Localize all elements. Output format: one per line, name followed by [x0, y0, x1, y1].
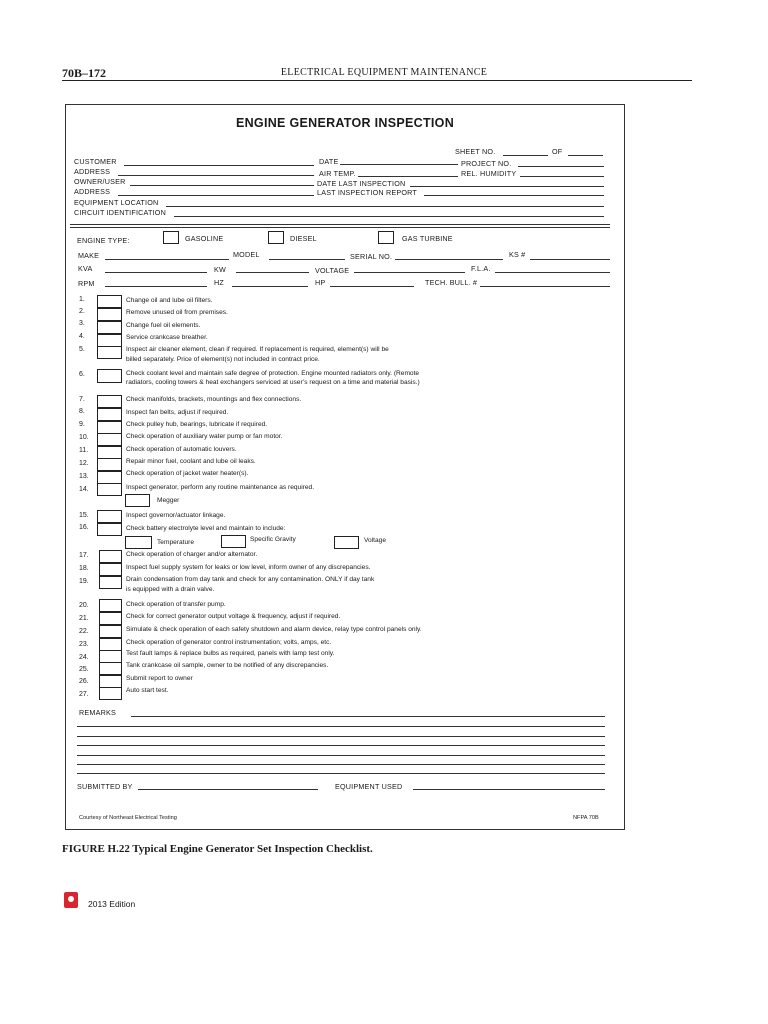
circuit-identification-field[interactable]	[174, 216, 604, 217]
item-checkbox[interactable]	[99, 625, 122, 638]
item-number: 6.	[79, 371, 85, 378]
item-checkbox[interactable]	[97, 308, 122, 321]
item-number: 15.	[79, 512, 89, 519]
item-checkbox[interactable]	[97, 458, 122, 471]
item-number: 27.	[79, 691, 89, 698]
serial-no-field[interactable]	[395, 259, 503, 260]
project-no-label: PROJECT NO.	[461, 159, 512, 168]
make-label: MAKE	[78, 251, 100, 260]
item-checkbox[interactable]	[99, 576, 122, 589]
make-field[interactable]	[105, 259, 229, 260]
form-title: ENGINE GENERATOR INSPECTION	[235, 116, 455, 130]
item-checkbox[interactable]	[97, 510, 122, 523]
item-text: Inspect air cleaner element, clean if required. If replacement is required, element(s) will be	[126, 346, 389, 353]
remarks-line[interactable]	[77, 755, 605, 756]
item-text: Check operation of automatic louvers.	[126, 446, 237, 453]
hp-field[interactable]	[330, 286, 414, 287]
of-label: OF	[552, 147, 563, 156]
temperature-checkbox[interactable]	[125, 536, 152, 549]
owner-user-field[interactable]	[130, 185, 314, 186]
running-header: ELECTRICAL EQUIPMENT MAINTENANCE	[280, 67, 488, 78]
hz-field[interactable]	[232, 286, 308, 287]
item-checkbox[interactable]	[97, 321, 122, 334]
equipment-location-label: EQUIPMENT LOCATION	[74, 198, 159, 207]
equipment-location-field[interactable]	[166, 206, 604, 207]
fla-label: F.L.A.	[471, 264, 491, 273]
item-number: 23.	[79, 641, 89, 648]
item-text: Check pulley hub, bearings, lubricate if required.	[126, 421, 268, 428]
remarks-line[interactable]	[77, 745, 605, 746]
address2-field[interactable]	[118, 195, 314, 196]
item-number: 4.	[79, 333, 85, 340]
item-number: 12.	[79, 460, 89, 467]
owner-user-label: OWNER/USER	[74, 177, 126, 186]
item-text: Submit report to owner	[126, 675, 193, 682]
item-checkbox[interactable]	[97, 483, 122, 496]
item-text: Test fault lamps & replace bulbs as required, panels with lamp test only.	[126, 650, 335, 657]
item-number: 21.	[79, 615, 89, 622]
item-number: 16.	[79, 524, 89, 531]
date-field[interactable]	[340, 164, 458, 165]
item-text: Inspect governor/actuator linkage.	[126, 512, 226, 519]
item-text-continued: is equipped with a drain valve.	[126, 586, 215, 593]
item-number: 13.	[79, 473, 89, 480]
air-temp-label: AIR TEMP.	[319, 169, 356, 178]
engine-type-label: ENGINE TYPE:	[77, 236, 130, 245]
voltage-checkbox[interactable]	[334, 536, 359, 549]
item-number: 10.	[79, 434, 89, 441]
model-label: MODEL	[233, 250, 260, 259]
item-text: Check operation of generator control instrumentation; volts, amps, etc.	[126, 639, 332, 646]
sheet-no-field[interactable]	[503, 155, 548, 156]
temperature-label: Temperature	[157, 539, 195, 546]
fla-field[interactable]	[495, 272, 610, 273]
item-number: 7.	[79, 396, 85, 403]
address-label: ADDRESS	[74, 167, 111, 176]
item-text: Simulate & check operation of each safety shutdown and alarm device, relay type control panels only.	[126, 626, 422, 633]
item-text: Auto start test.	[126, 687, 169, 694]
equipment-used-label: EQUIPMENT USED	[335, 782, 403, 791]
item-text-continued: radiators, cooling towers & heat exchangers serviced at user’s request on a time and material basis.)	[126, 379, 420, 386]
item-number: 20.	[79, 602, 89, 609]
rel-humidity-field[interactable]	[520, 176, 604, 177]
remarks-line[interactable]	[77, 726, 605, 727]
remarks-line[interactable]	[77, 736, 605, 737]
remarks-label: REMARKS	[79, 708, 116, 717]
date-last-inspection-label: DATE LAST INSPECTION	[317, 179, 406, 188]
item-number: 1.	[79, 296, 85, 303]
submitted-by-field[interactable]	[138, 789, 318, 790]
item-text: Check for correct generator output voltage & frequency, adjust if required.	[126, 613, 341, 620]
nfpa-logo-mark	[68, 896, 74, 902]
item-number: 9.	[79, 421, 85, 428]
item-text: Check operation of charger and/or alternator.	[126, 551, 258, 558]
item-checkbox[interactable]	[97, 346, 122, 359]
tech-bull-label: TECH. BULL. #	[425, 278, 478, 287]
item-text: Change fuel oil elements.	[126, 322, 201, 329]
rel-humidity-label: REL. HUMIDITY	[461, 169, 517, 178]
circuit-identification-label: CIRCUIT IDENTIFICATION	[74, 208, 166, 217]
address2-label: ADDRESS	[74, 187, 111, 196]
item-checkbox[interactable]	[97, 408, 122, 421]
diesel-label: DIESEL	[290, 234, 317, 243]
last-inspection-report-field[interactable]	[424, 195, 604, 196]
item-number: 18.	[79, 565, 89, 572]
item-checkbox[interactable]	[99, 612, 122, 625]
header-rule	[62, 80, 692, 81]
item-number: 26.	[79, 678, 89, 685]
date-last-inspection-field[interactable]	[410, 186, 604, 187]
item-number: 11.	[79, 447, 89, 454]
sheet-no-label: SHEET NO.	[455, 147, 496, 156]
ks-label: KS #	[509, 250, 526, 259]
submitted-by-label: SUBMITTED BY	[77, 782, 133, 791]
item-text-continued: billed separately. Price of element(s) not included in contract price.	[126, 356, 320, 363]
page-number: 70B–172	[62, 66, 107, 80]
megger-checkbox[interactable]	[125, 494, 150, 507]
megger-label: Megger	[157, 497, 180, 504]
item-text: Check operation of transfer pump.	[126, 601, 226, 608]
figure-caption: FIGURE H.22 Typical Engine Generator Set Inspection Checklist.	[62, 843, 373, 855]
item-checkbox[interactable]	[99, 550, 122, 563]
ks-field[interactable]	[530, 259, 610, 260]
rpm-field[interactable]	[105, 286, 207, 287]
hp-label: HP	[315, 278, 326, 287]
item-checkbox[interactable]	[97, 369, 122, 383]
nfpa-note: NFPA 70B	[573, 815, 599, 821]
item-text: Check manifolds, brackets, mountings and flex connections.	[126, 396, 302, 403]
item-number: 8.	[79, 408, 85, 415]
item-number: 3.	[79, 320, 85, 327]
courtesy-note: Courtesy of Northeast Electrical Testing	[79, 815, 177, 821]
gas-turbine-checkbox[interactable]	[378, 231, 394, 244]
voltage-label: VOLTAGE	[315, 266, 350, 275]
kw-field[interactable]	[236, 272, 309, 273]
kva-field[interactable]	[105, 272, 207, 273]
gasoline-checkbox[interactable]	[163, 231, 179, 244]
item-number: 19.	[79, 578, 89, 585]
rpm-label: RPM	[78, 279, 95, 288]
customer-label: CUSTOMER	[74, 157, 117, 166]
serial-no-label: SERIAL NO.	[350, 252, 393, 261]
remarks-line[interactable]	[77, 764, 605, 765]
item-number: 24.	[79, 654, 89, 661]
item-text: Inspect fuel supply system for leaks or low level, inform owner of any discrepancies.	[126, 564, 371, 571]
item-checkbox[interactable]	[99, 563, 122, 576]
address-field[interactable]	[118, 175, 314, 176]
item-text: Service crankcase breather.	[126, 334, 208, 341]
item-text: Inspect generator, perform any routine maintenance as required.	[126, 484, 315, 491]
item-text: Check operation of auxiliary water pump or fan motor.	[126, 433, 283, 440]
project-no-field[interactable]	[518, 166, 604, 167]
remarks-line[interactable]	[77, 773, 605, 774]
air-temp-field[interactable]	[358, 176, 458, 177]
customer-field[interactable]	[124, 165, 314, 166]
item-checkbox[interactable]	[97, 523, 122, 536]
gas-turbine-label: GAS TURBINE	[402, 234, 453, 243]
diesel-checkbox[interactable]	[268, 231, 284, 244]
kw-label: KW	[214, 265, 226, 274]
item-number: 2.	[79, 308, 85, 315]
equipment-used-field[interactable]	[413, 789, 605, 790]
item-text: Repair minor fuel, coolant and lube oil leaks.	[126, 458, 256, 465]
item-checkbox[interactable]	[99, 687, 122, 700]
tech-bull-field[interactable]	[480, 286, 610, 287]
edition-label: 2013 Edition	[88, 899, 136, 909]
item-number: 17.	[79, 552, 89, 559]
item-text: Tank crankcase oil sample, owner to be notified of any discrepancies.	[126, 662, 329, 669]
item-checkbox[interactable]	[97, 433, 122, 446]
item-text: Check battery electrolyte level and maintain to include:	[126, 525, 286, 532]
item-text: Drain condensation from day tank and check for any contamination. ONLY if day tank	[126, 576, 375, 583]
item-text: Check operation of jacket water heater(s).	[126, 470, 249, 477]
remarks-line[interactable]	[131, 716, 605, 717]
date-label: DATE	[319, 157, 339, 166]
model-field[interactable]	[269, 259, 345, 260]
of-field[interactable]	[568, 155, 603, 156]
item-checkbox[interactable]	[99, 662, 122, 675]
item-text: Inspect fan belts, adjust if required.	[126, 409, 229, 416]
voltage-sub-label: Voltage	[364, 537, 386, 544]
item-checkbox[interactable]	[97, 295, 122, 308]
item-checkbox[interactable]	[99, 599, 122, 612]
item-number: 5.	[79, 346, 85, 353]
last-inspection-report-label: LAST INSPECTION REPORT	[317, 188, 417, 197]
item-text: Change oil and lube oil filters.	[126, 297, 213, 304]
item-number: 14.	[79, 486, 89, 493]
specific-gravity-checkbox[interactable]	[221, 535, 246, 548]
item-text: Remove unused oil from premises.	[126, 309, 228, 316]
item-number: 22.	[79, 628, 89, 635]
item-number: 25.	[79, 666, 89, 673]
specific-gravity-label: Specific Gravity	[250, 536, 296, 543]
item-text: Check coolant level and maintain safe degree of protection. Engine mounted radiators only. (Remote	[126, 370, 420, 377]
section-divider	[70, 224, 610, 228]
hz-label: HZ	[214, 278, 224, 287]
item-checkbox[interactable]	[97, 395, 122, 408]
kva-label: KVA	[78, 264, 93, 273]
gasoline-label: GASOLINE	[185, 234, 224, 243]
voltage-field[interactable]	[354, 272, 465, 273]
